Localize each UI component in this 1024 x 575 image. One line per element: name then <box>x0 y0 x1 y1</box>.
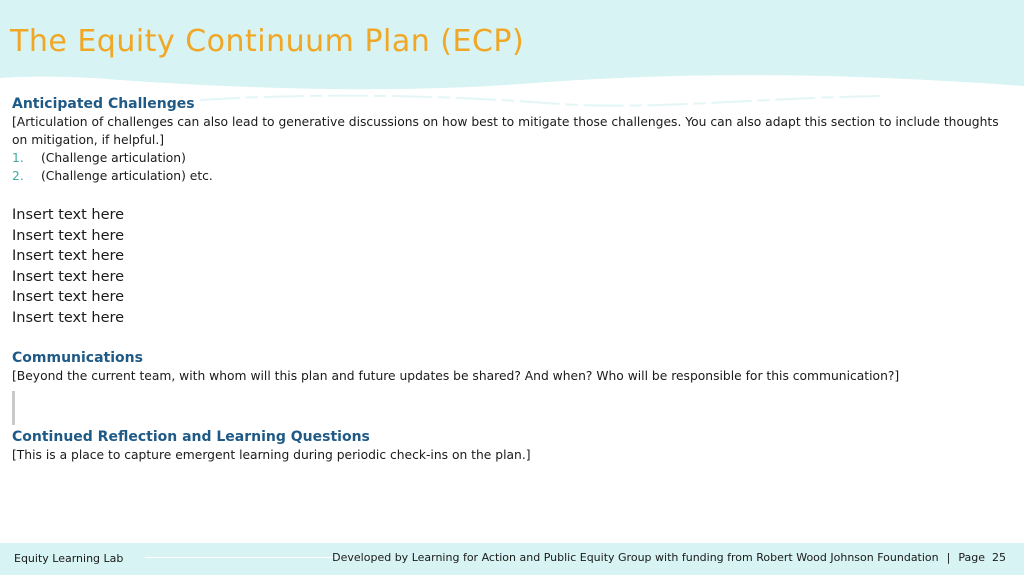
footer-page-number: 25 <box>992 551 1006 564</box>
insert-text-block[interactable] <box>12 205 1002 328</box>
page-title: The Equity Continuum Plan (ECP) <box>10 24 525 59</box>
footer-band <box>0 543 1024 575</box>
list-item <box>12 149 1002 167</box>
list-item-number: 2. <box>12 169 24 183</box>
list-item-text: (Challenge articulation) <box>41 151 186 165</box>
main-content <box>12 95 1002 464</box>
section-heading-challenges: Anticipated Challenges <box>12 96 195 112</box>
list-item-text: (Challenge articulation) etc. <box>41 169 213 183</box>
section-reflection <box>12 428 1002 464</box>
footer-page-label: Page <box>958 551 985 564</box>
challenge-list <box>12 149 1002 185</box>
footer-credit-group <box>332 551 1006 564</box>
section-communications <box>12 349 1002 425</box>
insert-text-placeholder[interactable]: Insert text here <box>12 248 125 264</box>
list-item <box>12 167 1002 185</box>
footer-separator: | <box>946 551 951 564</box>
insert-text-placeholder[interactable]: Insert text here <box>12 289 125 305</box>
section-description-communications: [Beyond the current team, with whom will this plan and future updates be shared? And when? Who will be responsible for this communication?] <box>12 369 900 383</box>
insert-text-placeholder[interactable]: Insert text here <box>12 309 125 326</box>
text-cursor-bar[interactable] <box>12 391 15 425</box>
header-band <box>0 0 1024 110</box>
list-item-number: 1. <box>12 151 24 165</box>
section-heading-communications: Communications <box>12 350 143 366</box>
insert-text-placeholder[interactable]: Insert text here <box>12 268 125 285</box>
section-anticipated-challenges <box>12 95 1002 328</box>
footer-organization: Equity Learning Lab <box>14 552 124 565</box>
insert-text-placeholder[interactable]: Insert text here <box>12 227 125 244</box>
section-heading-reflection: Continued Reflection and Learning Questions <box>12 429 370 445</box>
insert-text-placeholder[interactable]: Insert text here <box>12 207 125 223</box>
section-description-challenges: [Articulation of challenges can also lead to generative discussions on how best to mitigate those challenges. You can also adapt this section to include thoughts on mitigation, if helpful.] <box>12 115 999 147</box>
section-description-reflection: [This is a place to capture emergent learning during periodic check-ins on the plan.] <box>12 448 531 462</box>
footer-credit: Developed by Learning for Action and Public Equity Group with funding from Robert Wood Johnson Foundation <box>332 551 939 564</box>
